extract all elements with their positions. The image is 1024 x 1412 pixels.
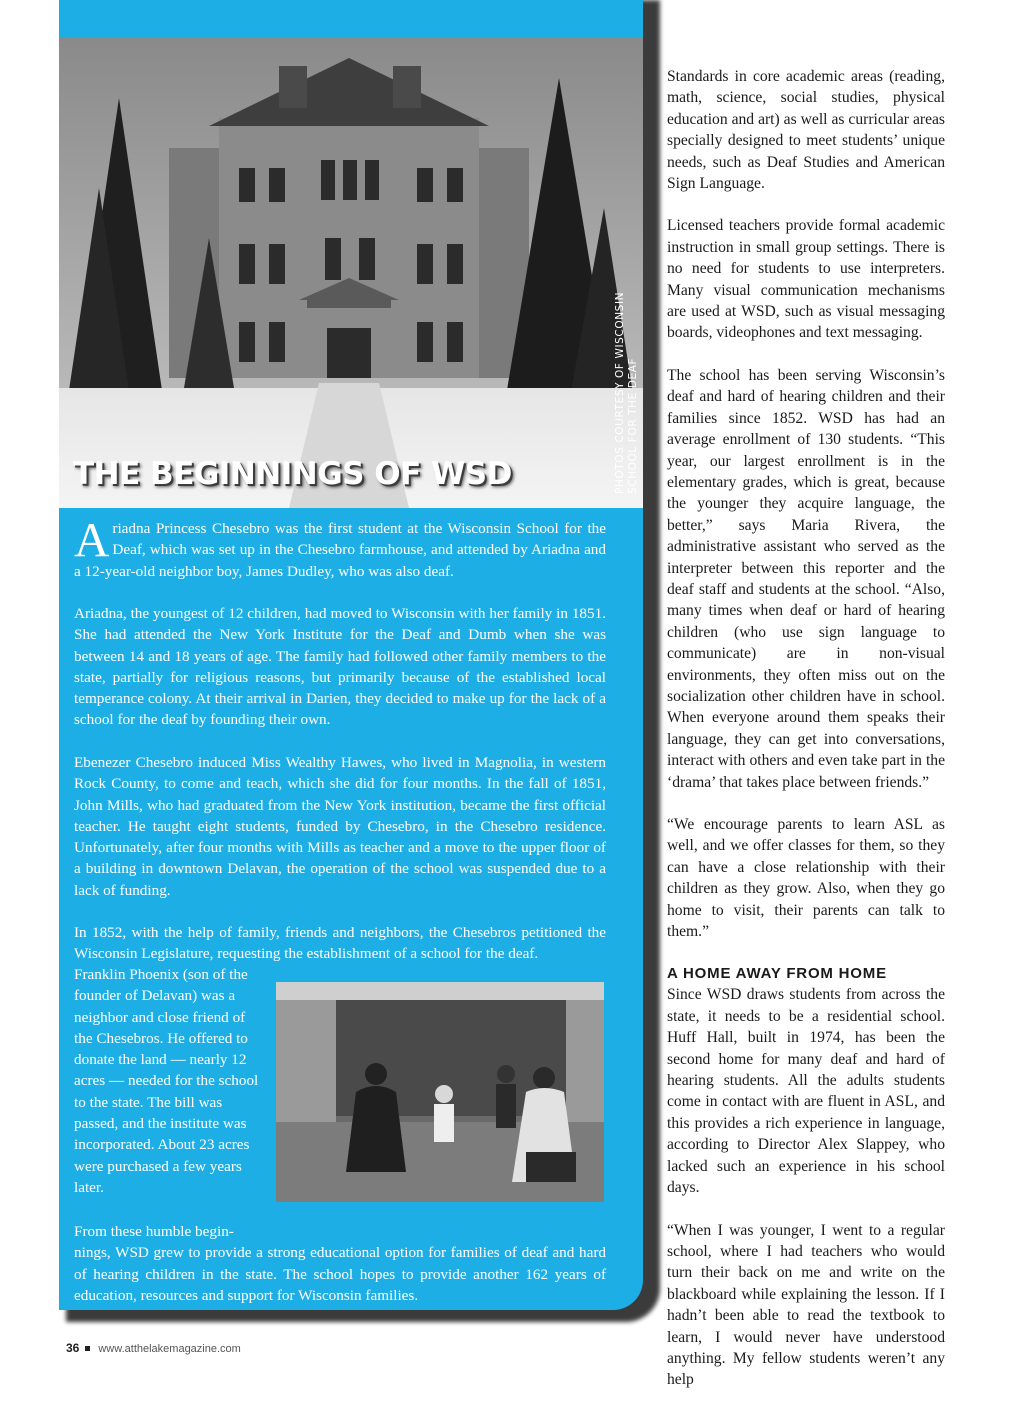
main-column	[667, 66, 945, 1412]
page-number: 36	[66, 1341, 80, 1355]
main-paragraph: “When I was younger, I went to a regular school, where I had teachers who would turn their back on me and write on the blackboard while explaining the lesson. If I hadn’t been able to read the textbook to learn, I would never have understood anything. My fellow students weren’t any help	[667, 1221, 945, 1389]
page-footer	[66, 1341, 241, 1355]
sidebar-paragraph: From these humble begin- nings, WSD grew to provide a strong educational option for families of deaf and hard of hearing children in the state. The school hopes to provide another 162 years of education, resources and support for Wisconsin families.	[74, 1223, 606, 1304]
footer-url: www.atthelakemagazine.com	[98, 1343, 241, 1355]
sidebar-paragraph-wrapped: Franklin Phoenix (son of the founder of Delavan) was a neighbor and close friend of the Chesebros. He offered to donate the land — nearly 12 acres — needed for the school to the state. The bill was passed, and the institute was incorporated. About 23 acres were purchased a few years later.	[74, 966, 259, 1196]
building-photo	[59, 38, 643, 508]
sidebar-paragraph: In 1852, with the help of family, friends and neighbors, the Chesebros petitioned the Wisconsin Legislature, requesting the establishment of a school for the deaf.	[74, 924, 606, 963]
main-paragraph: Since WSD draws students from across the state, it needs to be a residential school. Huff Hall, built in 1974, has been the second home for many deaf and hard of hearing students. All the adults students come in contact with are fluent in ASL, and this provides a rich experience in language, according to Director Alex Slappey, who lacked such an experience in his school days.	[667, 986, 945, 1197]
section-subhead: A HOME AWAY FROM HOME	[667, 965, 887, 983]
sidebar-headline: THE BEGINNINGS OF WSD	[73, 456, 512, 492]
sidebar-paragraph: Ariadna, the youngest of 12 children, had moved to Wisconsin with her family in 1851. She had attended the New York Institute for the Deaf and Dumb when she was between 14 and 18 years of age. The family had followed other family members to the state, partially for religious reasons, but primarily because of the established local temperance colony. At their arrival in Darien, they decided to make up for the lack of a school for the deaf by founding their own.	[74, 605, 606, 729]
main-paragraph: “We encourage parents to learn ASL as well, and we offer classes for them, so they can have a close relationship with their children as they grow. Also, when they go home to visit, their parents can talk to them.”	[667, 816, 945, 941]
classroom-photo	[276, 982, 604, 1202]
sidebar-paragraph: Ariadna Princess Chesebro was the first student at the Wisconsin School for the Deaf, which was set up in the Chesebro farmhouse, and attended by Ariadna and a 12-year-old neighbor boy, James Dudley, who was also deaf.	[74, 512, 606, 580]
separator-square	[85, 1346, 90, 1351]
main-paragraph: Licensed teachers provide formal academic instruction in small group settings. There is no need for students to use interpreters. Many visual communication mechanisms are used at WSD, such as visual messaging boards, videophones and text messaging.	[667, 217, 945, 342]
sidebar-paragraph: Ebenezer Chesebro induced Miss Wealthy Hawes, who lived in Magnolia, in western Rock County, to come and teach, which she did for four months. In the fall of 1851, John Mills, who had graduated from the New York institution, became the first official teacher. He taught eight students, funded by Chesebro, in the Chesebro residence. Unfortunately, after four months with Mills as teacher and a move to the upper floor of a building in downtown Delavan, the operation of the school was suspended due to a lack of funding.	[74, 754, 606, 899]
main-paragraph: The school has been serving Wisconsin’s deaf and hard of hearing children and their families since 1852. WSD has had an average enrollment of 130 students. “This year, our largest enrollment is in the elementary grades, which is great, because the younger they acquire language, the better,” says Maria Rivera, the administrative assistant who served as the interpreter between this reporter and the deaf staff and students at the school. “Also, many times when deaf or hard of hearing children (who use sign language to communicate) are in non-visual environments, they often miss out on the socialization other children have in school. When everyone around them speaks their language, they can get into conversations, interact with others and even take part in the ‘drama’ that takes place between friends.”	[667, 366, 945, 791]
photo-credit: PHOTOS COURTESY OF WISCONSIN SCHOOL FOR THE DEAF	[614, 291, 639, 494]
main-paragraph: Standards in core academic areas (reading, math, science, social studies, physical education and art) as well as curricular areas specially designed to meet students’ unique needs, such as Deaf Studies and American Sign Language.	[667, 68, 945, 193]
drop-cap: A	[74, 512, 110, 567]
